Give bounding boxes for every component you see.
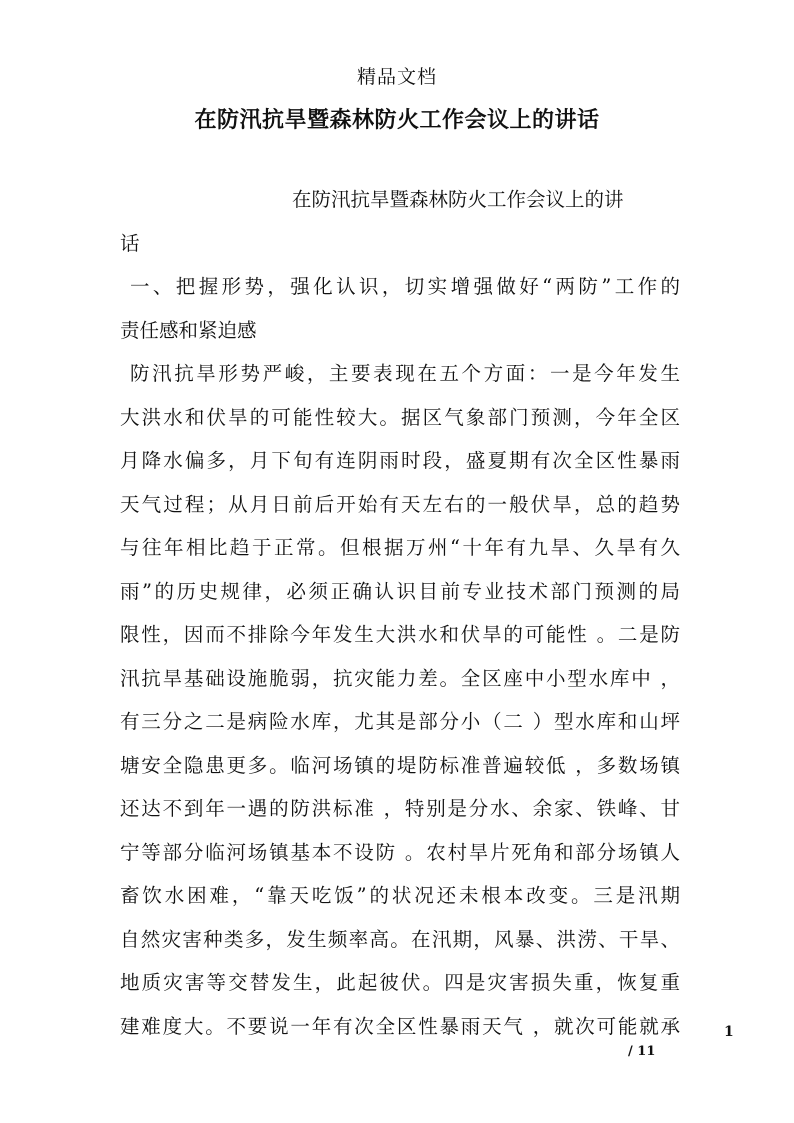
section-heading-line-1: 一、把握形势，强化认识，切实增强做好“两防”工作的 [130, 275, 680, 298]
subtitle-line-2: 话 [120, 231, 140, 255]
paragraph-line: 还达不到年一遇的防洪标准 ，特别是分水、余家、铁峰、甘 [120, 797, 680, 820]
section-heading-line-2: 责任感和紧迫感 [120, 318, 257, 342]
paragraph-line: 建难度大。不要说一年有次全区性暴雨天气 ，就次可能就承 [120, 1014, 680, 1038]
paragraph-line: 自然灾害种类多，发生频率高。在汛期，风暴、洪涝、干旱、 [120, 927, 680, 951]
page-number: 1 [724, 1024, 734, 1040]
paragraph-line: 与往年相比趋于正常。但根据万州“十年有九旱、久旱有久 [120, 536, 680, 559]
document-header: 精品文档 [356, 66, 437, 88]
paragraph-line: 宁等部分临河场镇基本不设防 。农村旱片死角和部分场镇人 [120, 840, 680, 864]
paragraph-line: 限性，因而不排除今年发生大洪水和伏旱的可能性 。二是防 [120, 623, 680, 646]
document-title: 在防汛抗旱暨森林防火工作会议上的讲话 [194, 107, 600, 133]
paragraph-line: 畜饮水困难，“靠天吃饭”的状况还未根本改变。三是汛期 [120, 884, 680, 907]
paragraph-line: 防汛抗旱形势严峻，主要表现在五个方面：一是今年发生 [130, 362, 680, 385]
paragraph-line: 汛抗旱基础设施脆弱，抗灾能力差。全区座中小型水库中 ， [120, 666, 680, 690]
paragraph-line: 雨”的历史规律，必须正确认识目前专业技术部门预测的局 [120, 579, 680, 603]
page-total: / 11 [628, 1044, 656, 1059]
paragraph-line: 有三分之二是病险水库，尤其是部分小（二 ）型水库和山坪 [120, 710, 680, 733]
paragraph-line: 地质灾害等交替发生，此起彼伏。四是灾害损失重，恢复重 [120, 971, 680, 994]
paragraph-line: 天气过程；从月日前后开始有天左右的一般伏旱，总的趋势 [120, 492, 680, 516]
body-text [120, 178, 680, 1048]
subtitle-line-1: 在防汛抗旱暨森林防火工作会议上的讲 [292, 188, 624, 211]
paragraph-line: 月降水偏多，月下旬有连阴雨时段，盛夏期有次全区性暴雨 [120, 449, 680, 472]
paragraph-line: 大洪水和伏旱的可能性较大。据区气象部门预测，今年全区 [120, 405, 680, 429]
paragraph-line: 塘安全隐患更多。临河场镇的堤防标准普遍较低 ，多数场镇 [120, 753, 680, 777]
